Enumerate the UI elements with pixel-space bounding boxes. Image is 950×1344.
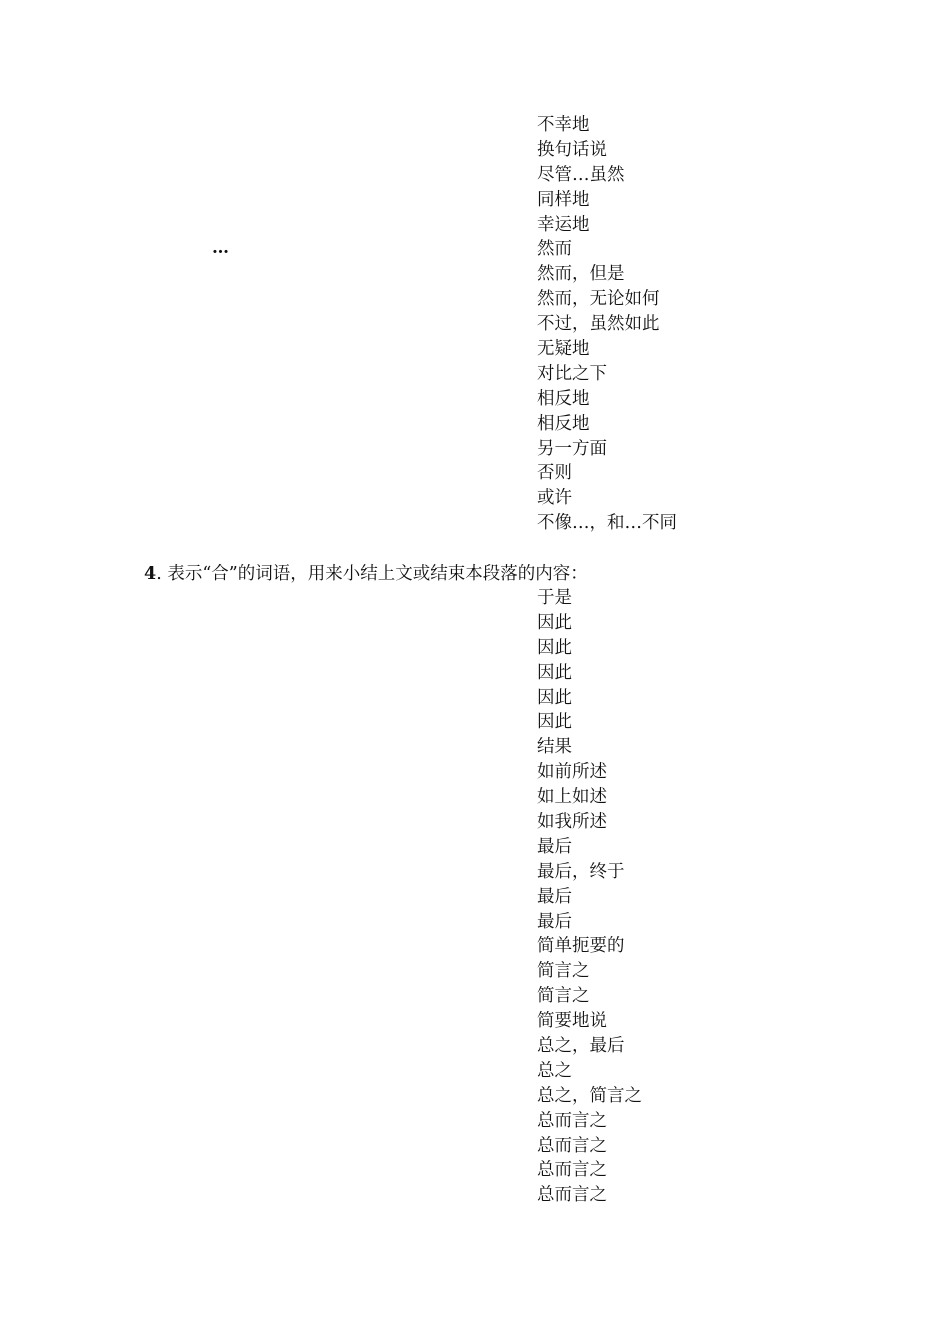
section-separator: .	[156, 564, 168, 584]
list-item: 因此	[537, 687, 572, 708]
list-item: 或许	[537, 488, 572, 509]
list-item: 最后	[537, 886, 572, 907]
list-item: 如上如述	[537, 787, 607, 808]
list-item: 相反地	[537, 413, 590, 434]
list-item: 不幸地	[537, 115, 590, 135]
list-item: 尽管…虽然	[537, 164, 625, 185]
list-item: 换句话说	[537, 139, 607, 160]
list-item: 另一方面	[537, 438, 607, 459]
list-item: 对比之下	[537, 363, 607, 384]
list-item: 最后	[537, 911, 572, 932]
list-item: 幸运地	[537, 214, 590, 235]
list-item: 于是	[537, 588, 572, 608]
list-item: 不过，虽然如此	[537, 314, 660, 335]
list-item: 然而，无论如何	[537, 289, 660, 310]
transition-words-list-conclusion	[537, 586, 642, 1208]
transition-words-list-contrast	[537, 113, 677, 536]
list-item: 简言之	[537, 986, 590, 1007]
list-item: 同样地	[537, 189, 590, 210]
list-item: 简单扼要的	[537, 936, 625, 957]
section-4-heading	[144, 562, 588, 586]
list-item: 相反地	[537, 388, 590, 409]
list-item: 总之	[537, 1060, 572, 1081]
list-item: 不像…，和…不同	[537, 513, 677, 534]
section-number: 4	[144, 564, 157, 584]
list-item: 简言之	[537, 961, 590, 982]
list-item: 因此	[537, 637, 572, 658]
list-item: 结果	[537, 737, 572, 758]
list-item: 然而	[537, 239, 572, 260]
list-item: 然而，但是	[537, 264, 625, 285]
list-item: 否则	[537, 463, 572, 484]
list-item: 总而言之	[537, 1160, 607, 1181]
section-title: 表示“合”的词语，用来小结上文或结束本段落的内容：	[167, 564, 588, 584]
list-item: 如前所述	[537, 762, 607, 783]
list-item: 总而言之	[537, 1185, 607, 1206]
list-item: 因此	[537, 712, 572, 733]
list-item: 如我所述	[537, 812, 607, 833]
list-item: 总而言之	[537, 1135, 607, 1156]
list-item: 因此	[537, 612, 572, 633]
list-item: 简要地说	[537, 1011, 607, 1032]
list-item: 最后，终于	[537, 861, 625, 882]
list-item: 最后	[537, 836, 572, 857]
ellipsis-mark: …	[212, 238, 229, 258]
list-item: 无疑地	[537, 339, 590, 360]
list-item: 总之，最后	[537, 1036, 625, 1057]
list-item: 因此	[537, 662, 572, 683]
list-item: 总而言之	[537, 1110, 607, 1131]
list-item: 总之，简言之	[537, 1085, 642, 1106]
